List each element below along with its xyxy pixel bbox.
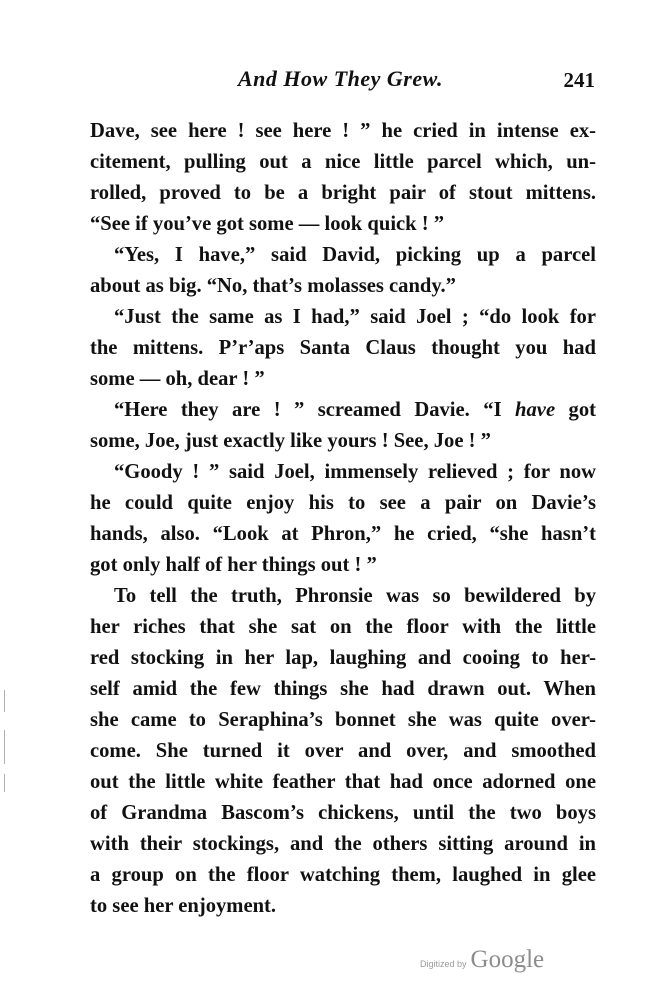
- text-line: [90, 891, 596, 922]
- text-segment: hands, also. “Look at Phron,” he cried, “she hasn’t: [90, 523, 596, 545]
- text-segment: got: [555, 399, 596, 421]
- scan-edge-mark: [4, 690, 5, 712]
- text-line: [90, 519, 596, 550]
- text-line: [90, 302, 596, 333]
- text-line: [90, 643, 596, 674]
- text-segment: some — oh, dear ! ”: [90, 368, 265, 390]
- text-segment: “Just the same as I had,” said Joel ; “do look for: [114, 306, 596, 328]
- digitized-label: Digitized by: [420, 959, 467, 969]
- text-line: [90, 457, 596, 488]
- text-segment: citement, pulling out a nice little parcel which, un-: [90, 151, 596, 173]
- text-segment: Dave, see here ! see here ! ” he cried in intense ex-: [90, 120, 596, 142]
- text-segment: To tell the truth, Phronsie was so bewildered by: [114, 585, 596, 607]
- text-segment: some, Joe, just exactly like yours ! See, Joe ! ”: [90, 430, 491, 452]
- running-head: [90, 66, 595, 98]
- text-line: [90, 147, 596, 178]
- scan-edge-mark: [4, 774, 5, 792]
- text-line: [90, 736, 596, 767]
- google-logo: Google: [470, 946, 545, 973]
- text-segment: about as big. “No, that’s molasses candy.”: [90, 275, 456, 297]
- text-line: [90, 209, 596, 240]
- page-number: 241: [563, 68, 595, 92]
- text-segment: her riches that she sat on the floor with the little: [90, 616, 596, 638]
- text-line: [90, 674, 596, 705]
- text-segment: “Here they are ! ” screamed Davie. “I: [114, 399, 516, 421]
- text-segment: to see her enjoyment.: [90, 895, 277, 917]
- text-segment: with their stockings, and the others sitting around in: [90, 833, 596, 855]
- text-line: [90, 860, 596, 891]
- text-segment: got only half of her things out ! ”: [90, 554, 377, 576]
- text-line: [90, 767, 596, 798]
- text-segment: of Grandma Bascom’s chickens, until the two boys: [90, 802, 596, 824]
- text-line: [90, 798, 596, 829]
- digitized-watermark: [420, 946, 544, 978]
- text-segment: he could quite enjoy his to see a pair on Davie’s: [90, 492, 596, 514]
- text-line: [90, 395, 596, 426]
- text-line: [90, 333, 596, 364]
- text-line: [90, 240, 596, 271]
- text-segment: red stocking in her lap, laughing and cooing to her-: [90, 647, 596, 669]
- text-line: [90, 271, 596, 302]
- text-line: [90, 364, 596, 395]
- scan-edge-mark: [4, 730, 5, 764]
- text-segment: the mittens. P’r’aps Santa Claus thought you had: [90, 337, 596, 359]
- text-segment: come. She turned it over and over, and smoothed: [90, 740, 596, 762]
- text-segment: “Goody ! ” said Joel, immensely relieved ; for now: [114, 461, 596, 483]
- text-segment: out the little white feather that had once adorned one: [90, 771, 596, 793]
- chapter-title: And How They Grew.: [238, 66, 443, 91]
- text-line: [90, 426, 596, 457]
- text-line: [90, 612, 596, 643]
- text-line: [90, 178, 596, 209]
- text-segment: she came to Seraphina’s bonnet she was quite over-: [90, 709, 596, 731]
- body-text: [90, 116, 596, 922]
- text-line: [90, 581, 596, 612]
- text-line: [90, 705, 596, 736]
- text-line: [90, 829, 596, 860]
- text-segment: self amid the few things she had drawn out. When: [90, 678, 596, 700]
- text-segment: rolled, proved to be a bright pair of stout mittens.: [90, 182, 596, 204]
- emphasized-word: have: [515, 399, 556, 421]
- text-segment: “See if you’ve got some — look quick ! ”: [90, 213, 445, 235]
- text-segment: “Yes, I have,” said David, picking up a parcel: [114, 244, 596, 266]
- text-line: [90, 116, 596, 147]
- text-segment: a group on the floor watching them, laughed in glee: [90, 864, 596, 886]
- text-line: [90, 550, 596, 581]
- text-line: [90, 488, 596, 519]
